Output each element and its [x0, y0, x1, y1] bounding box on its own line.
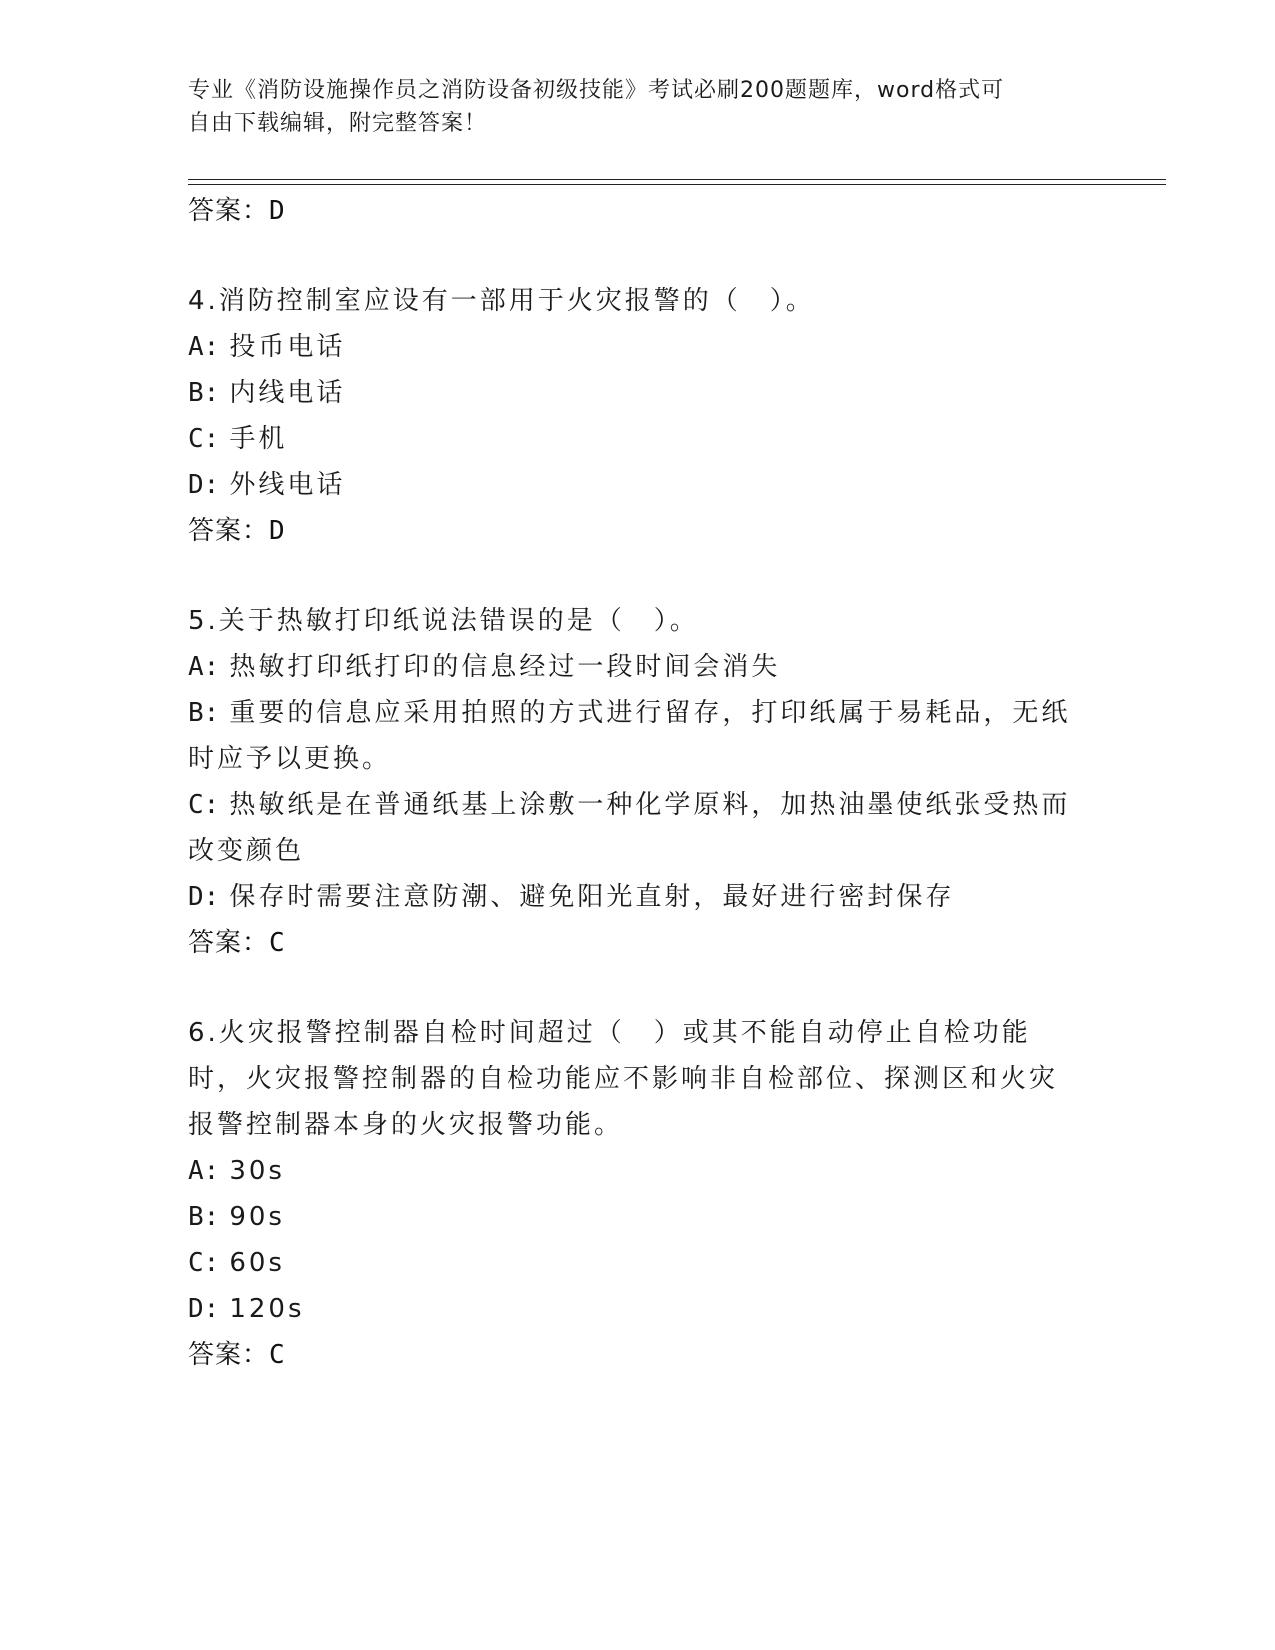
option-text: 热敏纸是在普通纸基上涂敷一种化学原料，加热油墨使纸张受热而改变颜色: [188, 790, 1071, 866]
header-line-1: 专业《消防设施操作员之消防设备初级技能》考试必刷200题题库，word格式可: [188, 78, 1005, 103]
question-6: [188, 1010, 1088, 1378]
answer-label: 答案：: [188, 1340, 270, 1370]
option-a: [188, 644, 1088, 690]
question-4: [188, 278, 1088, 554]
option-prefix: B:: [188, 698, 220, 728]
option-prefix: D:: [188, 470, 220, 500]
option-c: [188, 1240, 1088, 1286]
option-prefix: A:: [188, 1156, 220, 1186]
question-5: [188, 598, 1088, 966]
question-text: 5.关于热敏打印纸说法错误的是（ ）。: [188, 606, 699, 636]
option-a: [188, 1148, 1088, 1194]
option-d: [188, 874, 1088, 920]
option-prefix: D:: [188, 882, 220, 912]
option-c: [188, 416, 1088, 462]
option-text: 外线电话: [229, 470, 346, 500]
option-text: 60s: [229, 1248, 285, 1278]
document-header: [188, 74, 1068, 140]
answer-label: 答案：: [188, 196, 270, 226]
option-prefix: B:: [188, 378, 220, 408]
option-d: [188, 462, 1088, 508]
option-c: [188, 782, 1088, 874]
header-rule-top: [188, 179, 1166, 180]
answer-line: [188, 1332, 1088, 1378]
option-text: 90s: [229, 1202, 285, 1232]
answer-line: [188, 188, 1088, 234]
option-b: [188, 690, 1088, 782]
question-text: 4.消防控制室应设有一部用于火灾报警的（ ）。: [188, 286, 815, 316]
answer-label: 答案：: [188, 516, 270, 546]
option-a: [188, 324, 1088, 370]
option-text: 手机: [229, 424, 288, 454]
document-body: [188, 188, 1088, 1378]
option-prefix: B:: [188, 1202, 220, 1232]
option-prefix: C:: [188, 424, 220, 454]
answer-line: [188, 508, 1088, 554]
option-text: 保存时需要注意防潮、避免阳光直射，最好进行密封保存: [229, 882, 955, 912]
answer-value: C: [269, 1340, 286, 1370]
option-prefix: D:: [188, 1294, 220, 1324]
header-rule-bottom: [188, 184, 1166, 185]
question-text: 6.火灾报警控制器自检时间超过（ ）或其不能自动停止自检功能时，火灾报警控制器的自检功能应不影响非自检部位、探测区和火灾报警控制器本身的火灾报警功能。: [188, 1018, 1059, 1140]
option-prefix: C:: [188, 790, 220, 820]
option-text: 内线电话: [229, 378, 346, 408]
answer-label: 答案：: [188, 928, 270, 958]
option-text: 重要的信息应采用拍照的方式进行留存，打印纸属于易耗品，无纸时应予以更换。: [188, 698, 1071, 774]
header-line-2: 自由下载编辑，附完整答案！: [188, 111, 488, 136]
option-text: 热敏打印纸打印的信息经过一段时间会消失: [229, 652, 781, 682]
answer-line: [188, 920, 1088, 966]
option-text: 30s: [229, 1156, 285, 1186]
option-prefix: C:: [188, 1248, 220, 1278]
option-d: [188, 1286, 1088, 1332]
option-b: [188, 1194, 1088, 1240]
option-prefix: A:: [188, 332, 220, 362]
answer-value: D: [269, 516, 286, 546]
option-text: 120s: [229, 1294, 305, 1324]
answer-value: D: [269, 196, 286, 226]
option-prefix: A:: [188, 652, 220, 682]
option-b: [188, 370, 1088, 416]
option-text: 投币电话: [229, 332, 346, 362]
answer-value: C: [269, 928, 286, 958]
